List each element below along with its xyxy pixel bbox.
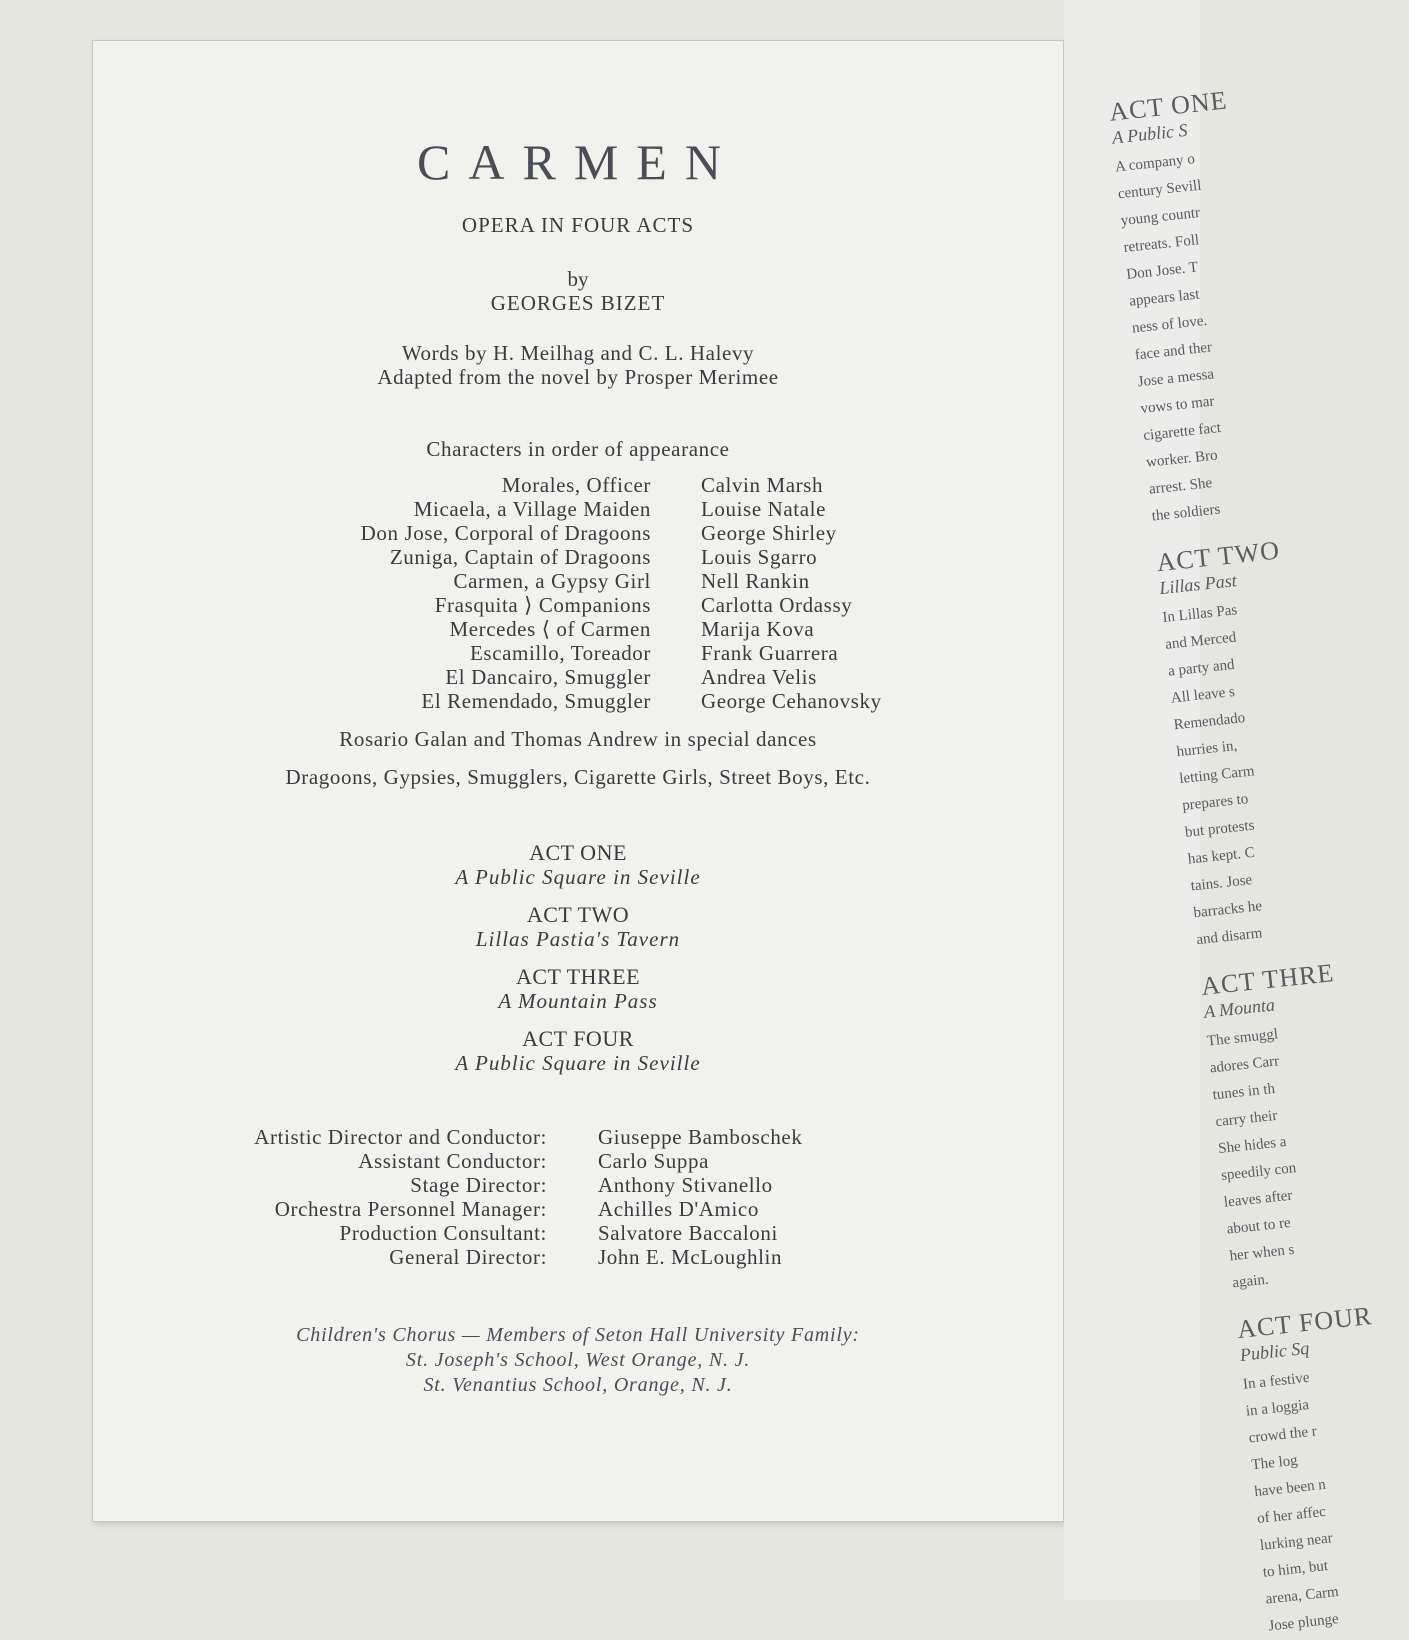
staff-list — [93, 1125, 1063, 1269]
cast-role: Frasquita ⟩ Companions — [434, 593, 651, 617]
facing-synopsis-line: Jose a messa — [1136, 366, 1215, 391]
cast-role: Carmen, a Gypsy Girl — [453, 569, 651, 593]
facing-synopsis-line: vows to mar — [1139, 393, 1216, 418]
ensemble-credit: Dragoons, Gypsies, Smugglers, Cigarette Girls, Street Boys, Etc. — [285, 765, 871, 789]
cast-row — [93, 545, 1063, 569]
cast-row — [93, 473, 1063, 497]
cast-role: Mercedes ⟨ of Carmen — [449, 617, 651, 641]
facing-synopsis-line: cigarette fact — [1142, 419, 1222, 444]
facing-synopsis-line: and Merced — [1164, 629, 1238, 653]
facing-synopsis-line: The smuggl — [1206, 1026, 1279, 1050]
cast-singer: Frank Guarrera — [701, 641, 839, 665]
cast-role: Don Jose, Corporal of Dragoons — [360, 521, 651, 545]
cast-row — [93, 593, 1063, 617]
cast-singer: George Cehanovsky — [701, 689, 882, 713]
libretto-credit: Words by H. Meilhag and C. L. Halevy — [401, 341, 755, 365]
facing-synopsis-line: of her affec — [1256, 1503, 1327, 1528]
facing-synopsis-line: tains. Jose — [1189, 872, 1253, 895]
facing-synopsis-line: appears last — [1128, 286, 1201, 310]
act-scene: A Public Square in Seville — [455, 865, 701, 889]
facing-page — [1064, 0, 1374, 1635]
facing-synopsis-line: A company o — [1114, 151, 1196, 176]
act-scene: Lillas Pastia's Tavern — [475, 927, 681, 951]
facing-synopsis — [1161, 590, 1337, 954]
facing-act-heading: ACT TWO — [1155, 535, 1282, 578]
dances-credit: Rosario Galan and Thomas Andrew in special dances — [339, 727, 817, 751]
facing-act-scene: A Mounta — [1202, 994, 1276, 1022]
staff-name: Giuseppe Bamboschek — [598, 1125, 803, 1149]
cast-singer: Louis Sgarro — [701, 545, 818, 569]
facing-synopsis-line: All leave s — [1170, 683, 1236, 707]
facing-synopsis-line: again. — [1231, 1271, 1270, 1292]
facing-synopsis-line: She hides a — [1217, 1134, 1288, 1158]
facing-synopsis-line: and disarm — [1195, 925, 1264, 949]
staff-role: General Director: — [389, 1245, 547, 1269]
facing-synopsis-line: speedily con — [1220, 1160, 1298, 1184]
cast-row — [93, 497, 1063, 521]
facing-synopsis-line: but protests — [1184, 817, 1256, 841]
facing-synopsis — [1242, 1357, 1409, 1640]
staff-row — [93, 1197, 1063, 1221]
act-item — [93, 1027, 1063, 1089]
staff-name: Anthony Stivanello — [598, 1173, 773, 1197]
cast-role: El Remendado, Smuggler — [421, 689, 651, 713]
cast-role: Escamillo, Toreador — [470, 641, 651, 665]
facing-synopsis-line: Jose plunge — [1267, 1611, 1340, 1635]
facing-synopsis-line: arrest. She — [1148, 475, 1213, 498]
facing-synopsis-line: have been n — [1253, 1476, 1327, 1501]
facing-synopsis-line: arena, Carm — [1264, 1584, 1340, 1608]
cast-row — [93, 689, 1063, 713]
cast-list — [93, 473, 1063, 713]
facing-synopsis-line: a party and — [1167, 656, 1236, 680]
cast-row — [93, 641, 1063, 665]
facing-synopsis-line: lurking near — [1259, 1530, 1334, 1554]
cast-role: Zuniga, Captain of Dragoons — [389, 545, 651, 569]
source-credit: Adapted from the novel by Prosper Merimee — [377, 365, 779, 389]
facing-synopsis-line: adores Carr — [1209, 1053, 1280, 1077]
staff-row — [93, 1245, 1063, 1269]
facing-synopsis-line: hurries in, — [1175, 737, 1238, 761]
facing-act-heading: ACT THRE — [1199, 958, 1336, 1001]
act-title: ACT ONE — [529, 840, 627, 865]
facing-synopsis-line: tunes in th — [1211, 1080, 1276, 1104]
facing-act-scene: Public Sq — [1238, 1337, 1311, 1365]
facing-synopsis-line: carry their — [1214, 1107, 1279, 1131]
facing-synopsis — [1206, 1014, 1373, 1297]
opera-subtitle: OPERA IN FOUR ACTS — [461, 213, 695, 237]
facing-synopsis-line: about to re — [1225, 1215, 1292, 1238]
cast-row — [93, 665, 1063, 689]
facing-synopsis-line: In Lillas Pas — [1161, 602, 1238, 626]
act-item — [93, 965, 1063, 1027]
staff-role: Assistant Conductor: — [358, 1149, 547, 1173]
facing-synopsis-line: century Sevill — [1117, 177, 1203, 203]
staff-role: Orchestra Personnel Manager: — [274, 1197, 547, 1221]
acts-list — [93, 841, 1063, 1089]
staff-name: Achilles D'Amico — [598, 1197, 759, 1221]
staff-name: Salvatore Baccaloni — [598, 1221, 778, 1245]
facing-synopsis-line: the soldiers — [1151, 501, 1222, 525]
by-label: by — [567, 267, 589, 291]
chorus-line: Children's Chorus — Members of Seton Hall University Family: — [296, 1324, 860, 1346]
staff-role: Production Consultant: — [339, 1221, 547, 1245]
cast-singer: Andrea Velis — [701, 665, 817, 689]
facing-act-scene: A Public S — [1111, 119, 1189, 148]
composer-name: GEORGES BIZET — [490, 291, 666, 315]
chorus-line: St. Venantius School, Orange, N. J. — [423, 1374, 733, 1396]
act-title: ACT THREE — [515, 964, 641, 989]
chorus-line: St. Joseph's School, West Orange, N. J. — [405, 1349, 751, 1371]
cast-singer: Marija Kova — [701, 617, 815, 641]
facing-synopsis-line: The log — [1250, 1452, 1299, 1474]
act-title: ACT FOUR — [522, 1026, 634, 1051]
staff-row — [93, 1149, 1063, 1173]
facing-act-heading: ACT FOUR — [1235, 1301, 1374, 1345]
program-page — [92, 40, 1064, 1522]
act-scene: A Mountain Pass — [498, 989, 658, 1013]
opera-title: CARMEN — [417, 134, 739, 190]
cast-role: Morales, Officer — [501, 473, 651, 497]
cast-role: Micaela, a Village Maiden — [413, 497, 651, 521]
cast-singer: Louise Natale — [701, 497, 827, 521]
facing-synopsis-line: to him, but — [1262, 1557, 1329, 1581]
cast-role: El Dancairo, Smuggler — [445, 665, 651, 689]
facing-synopsis-line: her when s — [1228, 1241, 1296, 1265]
facing-synopsis-line: letting Carm — [1178, 763, 1256, 788]
cast-row — [93, 569, 1063, 593]
facing-synopsis — [1114, 140, 1293, 531]
facing-synopsis-line: ness of love. — [1131, 312, 1208, 337]
staff-row — [93, 1221, 1063, 1245]
facing-act-heading: ACT ONE — [1107, 85, 1229, 127]
staff-name: John E. McLoughlin — [598, 1245, 783, 1269]
act-scene: A Public Square in Seville — [455, 1051, 701, 1075]
facing-synopsis-line: In a festive — [1242, 1369, 1311, 1393]
facing-synopsis-line: leaves after — [1223, 1187, 1294, 1211]
facing-page-text — [1106, 65, 1409, 1640]
facing-synopsis-line: has kept. C — [1187, 844, 1256, 868]
staff-name: Carlo Suppa — [598, 1149, 710, 1173]
facing-synopsis-line: young countr — [1120, 204, 1201, 230]
cast-singer: Carlotta Ordassy — [701, 593, 853, 617]
facing-synopsis-line: worker. Bro — [1145, 447, 1219, 471]
cast-singer: George Shirley — [701, 521, 837, 545]
facing-synopsis-line: barracks he — [1192, 898, 1263, 922]
staff-role: Artistic Director and Conductor: — [254, 1125, 547, 1149]
staff-role: Stage Director: — [410, 1173, 547, 1197]
cast-row — [93, 521, 1063, 545]
characters-heading: Characters in order of appearance — [426, 437, 730, 461]
facing-synopsis-line: Remendado — [1173, 709, 1246, 734]
staff-row — [93, 1125, 1063, 1149]
facing-synopsis-line: Don Jose. T — [1125, 259, 1199, 283]
act-item — [93, 841, 1063, 903]
staff-row — [93, 1173, 1063, 1197]
cast-singer: Calvin Marsh — [701, 473, 824, 497]
facing-synopsis-line: crowd the r — [1247, 1423, 1318, 1447]
facing-synopsis-line: in a loggia — [1245, 1397, 1310, 1420]
facing-act-scene: Lillas Past — [1158, 570, 1238, 599]
facing-synopsis-line: face and ther — [1134, 339, 1213, 364]
chorus-credit — [93, 1323, 1063, 1398]
act-item — [93, 903, 1063, 965]
cast-row — [93, 617, 1063, 641]
cast-singer: Nell Rankin — [701, 569, 810, 593]
facing-synopsis-line: prepares to — [1181, 791, 1249, 814]
facing-synopsis-line: retreats. Foll — [1122, 232, 1200, 257]
act-title: ACT TWO — [526, 902, 630, 927]
